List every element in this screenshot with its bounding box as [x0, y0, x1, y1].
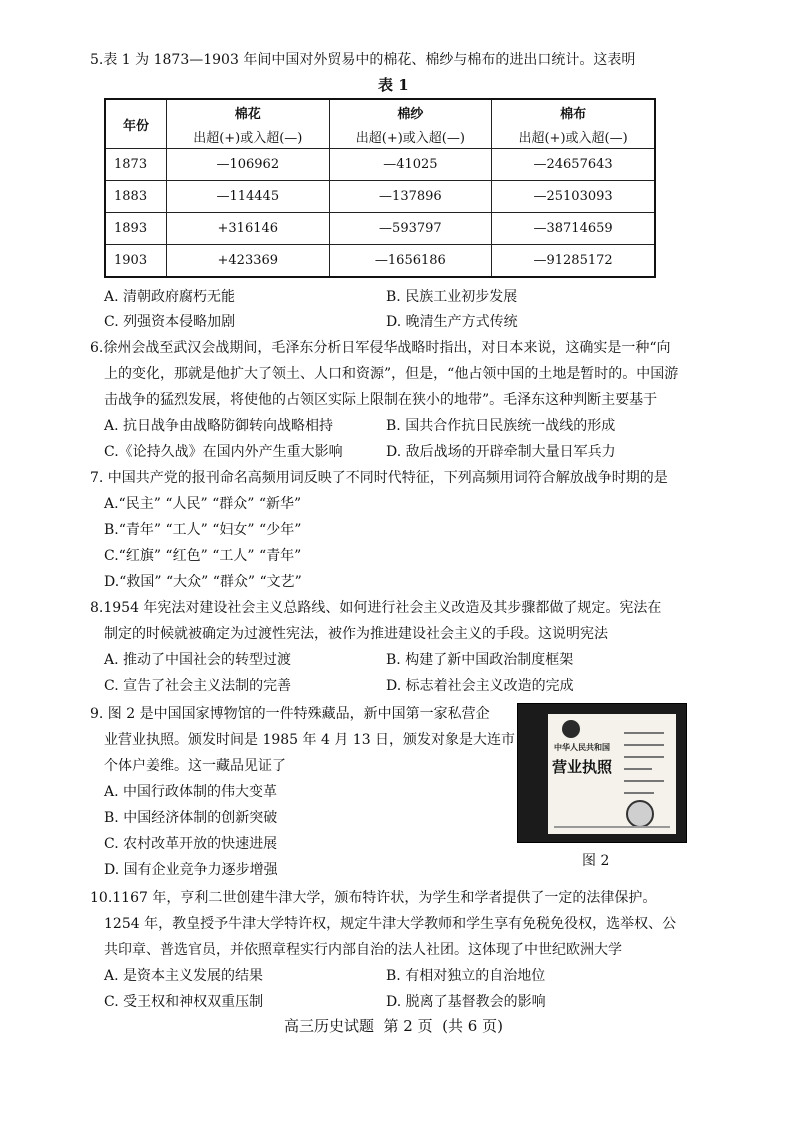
- q5-option-a: A. 清朝政府腐朽无能: [104, 289, 236, 305]
- q10-option-a: A. 是资本主义发展的结果: [104, 968, 264, 984]
- q5-option-c: C. 列强资本侵略加剧: [104, 314, 236, 330]
- q8-option-d: D. 标志着社会主义改造的完成: [386, 678, 574, 694]
- q5-option-b: B. 民族工业初步发展: [386, 289, 518, 305]
- table-row: [105, 149, 655, 181]
- q8-option-b: B. 构建了新中国政治制度框架: [386, 652, 574, 668]
- license-field-line: [624, 792, 654, 794]
- q9-stem-line: 个体户姜维。这一藏品见证了: [104, 758, 286, 774]
- year-header: 年份: [105, 99, 167, 149]
- q9-option-c: C. 农村改革开放的快速进展: [104, 836, 278, 852]
- col-yarn-header: 棉纱: [329, 99, 492, 124]
- cell-yarn: —1656186: [329, 245, 492, 278]
- q8-option-c: C. 宣告了社会主义法制的完善: [104, 678, 292, 694]
- q7-option-a: A.“民主” “人民” “群众” “新华”: [104, 496, 302, 512]
- license-title-text: 营业执照: [552, 758, 613, 776]
- q9-option-a: A. 中国行政体制的伟大变革: [104, 784, 278, 800]
- q6-option-d: D. 敌后战场的开辟牵制大量日军兵力: [386, 444, 616, 460]
- q10-option-c: C. 受王权和神权双重压制: [104, 994, 264, 1010]
- table-header-row: [105, 99, 655, 124]
- license-field-line: [624, 744, 664, 746]
- col-yarn-subheader: 出超(+)或入超(—): [329, 124, 492, 149]
- q10-stem-line: 10.1167 年，亨利二世创建牛津大学，颁布特许状，为学生和学者提供了一定的法律保护。: [90, 890, 657, 906]
- license-field-line: [624, 768, 652, 770]
- figure-2-caption: 图 2: [582, 853, 610, 869]
- q6-option-c: C.《论持久战》在国内外产生重大影响: [104, 444, 343, 460]
- trade-table: [104, 98, 656, 278]
- col-cotton-header: 棉花: [167, 99, 330, 124]
- q10-option-d: D. 脱离了基督教会的影响: [386, 994, 546, 1010]
- table-1-title: 表 1: [378, 76, 409, 94]
- q6-option-a: A. 抗日战争由战略防御转向战略相持: [104, 418, 334, 434]
- cell-yarn: —41025: [329, 149, 492, 181]
- q9-option-b: B. 中国经济体制的创新突破: [104, 810, 278, 826]
- license-issuer-text: 中华人民共和国: [554, 742, 610, 752]
- license-document: [548, 714, 676, 834]
- cell-cloth: —24657643: [492, 149, 655, 181]
- q7-option-c: C.“红旗” “红色” “工人” “青年”: [104, 548, 302, 564]
- table-row: [105, 245, 655, 278]
- q6-stem-line: 6.徐州会战至武汉会战期间，毛泽东分析日军侵华战略时指出，对日本来说，这确实是一种“向: [90, 340, 671, 356]
- q8-stem-line: 制定的时候就被确定为过渡性宪法，被作为推进建设社会主义的手段。这说明宪法: [104, 626, 608, 642]
- official-seal-icon: [626, 800, 654, 828]
- row-year: 1893: [105, 213, 167, 245]
- national-emblem-icon: [562, 720, 580, 738]
- q9-stem-line: 9. 图 2 是中国国家博物馆的一件特殊藏品，新中国第一家私营企: [90, 706, 490, 722]
- q9-stem-line: 业营业执照。颁发时间是 1985 年 4 月 13 日，颁发对象是大连市: [104, 732, 516, 748]
- cell-cotton: +423369: [167, 245, 330, 278]
- license-field-line: [624, 732, 664, 734]
- q5-stem: 5.表 1 为 1873—1903 年间中国对外贸易中的棉花、棉纱与棉布的进出口统计。这表明: [90, 52, 636, 68]
- q6-option-b: B. 国共合作抗日民族统一战线的形成: [386, 418, 616, 434]
- cell-cloth: —25103093: [492, 181, 655, 213]
- license-field-line: [624, 780, 664, 782]
- business-license-photo: [517, 703, 687, 843]
- q7-option-d: D.“救国” “大众” “群众” “文艺”: [104, 574, 302, 590]
- q5-option-d: D. 晚清生产方式传统: [386, 314, 518, 330]
- page-footer: 高三历史试题 第 2 页 (共 6 页): [284, 1017, 503, 1035]
- q8-stem-line: 8.1954 年宪法对建设社会主义总路线、如何进行社会主义改造及其步骤都做了规定。宪法在: [90, 600, 662, 616]
- table-row: [105, 213, 655, 245]
- cell-cotton: +316146: [167, 213, 330, 245]
- col-cloth-header: 棉布: [492, 99, 655, 124]
- q10-option-b: B. 有相对独立的自治地位: [386, 968, 546, 984]
- cell-yarn: —593797: [329, 213, 492, 245]
- license-footnote-line: [554, 826, 670, 828]
- col-cloth-subheader: 出超(+)或入超(—): [492, 124, 655, 149]
- cell-yarn: —137896: [329, 181, 492, 213]
- q7-stem: 7. 中国共产党的报刊命名高频用词反映了不同时代特征，下列高频用词符合解放战争时期的是: [90, 470, 668, 486]
- row-year: 1883: [105, 181, 167, 213]
- q10-stem-line: 1254 年，教皇授予牛津大学特许权，规定牛津大学教师和学生享有免税免役权，选举权、公: [104, 916, 677, 932]
- table-row: [105, 181, 655, 213]
- q9-option-d: D. 国有企业竞争力逐步增强: [104, 862, 278, 878]
- cell-cotton: —114445: [167, 181, 330, 213]
- col-cotton-subheader: 出超(+)或入超(—): [167, 124, 330, 149]
- q10-stem-line: 共印章、普选官员，并依照章程实行内部自治的法人社团。这体现了中世纪欧洲大学: [104, 942, 622, 958]
- license-field-line: [624, 756, 664, 758]
- cell-cloth: —91285172: [492, 245, 655, 278]
- q8-option-a: A. 推动了中国社会的转型过渡: [104, 652, 292, 668]
- q6-stem-line: 击战争的猛烈发展，将使他的占领区实际上限制在狭小的地带”。毛泽东这种判断主要基于: [104, 392, 658, 408]
- row-year: 1903: [105, 245, 167, 278]
- cell-cloth: —38714659: [492, 213, 655, 245]
- q6-stem-line: 上的变化，那就是他扩大了领土、人口和资源”，但是，“他占领中国的土地是暂时的。中国游: [104, 366, 679, 382]
- q7-option-b: B.“青年” “工人” “妇女” “少年”: [104, 522, 302, 538]
- table-subheader-row: [105, 124, 655, 149]
- cell-cotton: —106962: [167, 149, 330, 181]
- row-year: 1873: [105, 149, 167, 181]
